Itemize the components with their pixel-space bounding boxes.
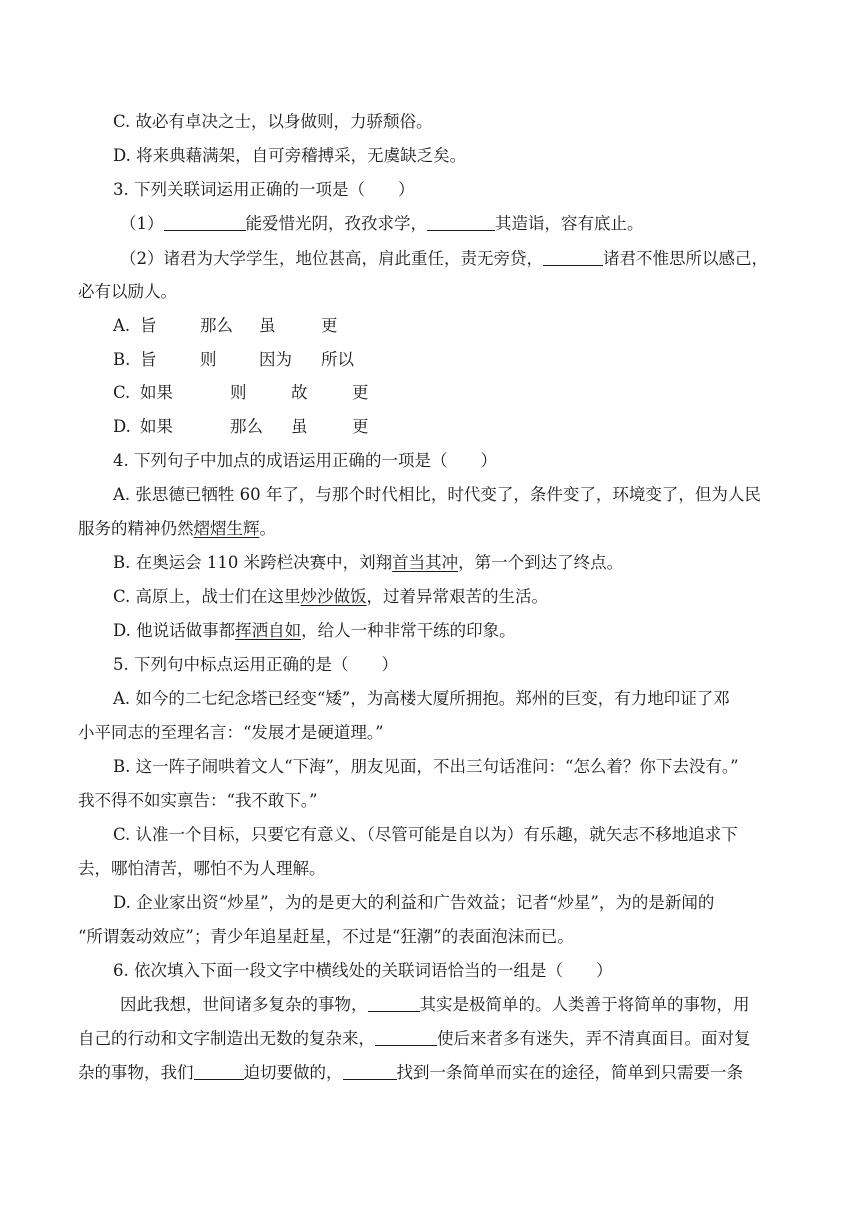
q3-option-d <box>113 417 825 437</box>
text: C. 高原上，战士们在这里 <box>113 587 301 606</box>
answer-blank <box>368 995 420 1012</box>
q4-option-b <box>113 553 825 573</box>
q5-option-b-line1: B. 这一阵子闹哄着文人“下海”，朋友见面，不出三句话准问：“怎么着？你下去没有。” <box>113 757 739 776</box>
q5-option-a-line1: A. 如今的二七纪念塔已经变“矮”，为高楼大厦所拥抱。郑州的巨变，有力地印证了邓 <box>113 689 730 708</box>
q6-passage-line3 <box>78 1063 790 1083</box>
q5-option-b-line2: 我不得不如实禀告：“我不敢下。” <box>78 791 318 810</box>
q2-option-d: D. 将来典藉满架，自可旁稽搏采，无虞缺乏矣。 <box>113 146 467 165</box>
underlined-idiom: 首当其冲 <box>392 553 459 572</box>
q3-option-b <box>113 350 825 370</box>
q3-option-a <box>113 316 825 336</box>
underlined-idiom: 炒沙做饭 <box>300 587 367 606</box>
option-word: 因为 <box>259 350 292 369</box>
q4-option-a-line2 <box>78 519 790 539</box>
q3-s1-prefix: （1） <box>120 214 164 233</box>
answer-blank <box>543 249 603 266</box>
text: 其实是极简单的。人类善于将简单的事物，用 <box>419 995 750 1014</box>
option-letter: B. <box>113 350 131 369</box>
q3-s2-line1-end: 诸君不惟思所以感己， <box>603 249 768 268</box>
text: ，第一个到达了终点。 <box>458 553 624 572</box>
option-word: 则 <box>230 383 247 402</box>
q5-option-c-line2: 去，哪怕清苦，哪怕不为人理解。 <box>78 859 326 878</box>
option-word: 更 <box>352 383 369 402</box>
q3-s1-mid: 能爱惜光阴，孜孜求学， <box>245 214 427 233</box>
option-word: 旨 <box>140 316 157 335</box>
option-word: 那么 <box>200 316 233 335</box>
text: D. 他说话做事都 <box>113 621 236 640</box>
q2-option-c: C. 故必有卓决之士，以身做则，力骄颓俗。 <box>113 112 433 131</box>
option-letter: C. <box>113 383 131 402</box>
option-word: 则 <box>200 350 217 369</box>
option-word: 旨 <box>140 350 157 369</box>
text: 杂的事物，我们 <box>78 1063 194 1082</box>
q3-sentence-1 <box>120 214 832 234</box>
q3-option-c <box>113 383 825 403</box>
text: 使后来者多有迷失，弄不清真面目。面对复 <box>437 1029 751 1048</box>
option-word: 那么 <box>230 417 263 436</box>
option-word: 如果 <box>140 417 173 436</box>
q4-option-d <box>113 621 825 641</box>
text: 服务的精神仍然 <box>78 519 194 538</box>
option-letter: D. <box>113 417 131 436</box>
text: 自己的行动和文字制造出无数的复杂来， <box>78 1029 375 1048</box>
answer-blank <box>164 214 246 231</box>
answer-blank <box>343 1063 397 1080</box>
q3-stem: 3. 下列关联词运用正确的一项是（ ） <box>113 180 415 199</box>
option-letter: A. <box>113 316 131 335</box>
option-word: 虽 <box>259 316 276 335</box>
q4-stem: 4. 下列句子中加点的成语运用正确的一项是（ ） <box>113 451 497 470</box>
underlined-idiom: 熠熠生辉 <box>193 519 260 538</box>
q4-option-a-line1: A. 张思德已牺牲 60 年了，与那个时代相比，时代变了，条件变了，环境变了，但为人民 <box>113 485 761 504</box>
q6-passage-line2 <box>78 1029 790 1049</box>
text: ，给人一种非常干练的印象。 <box>301 621 516 640</box>
answer-blank <box>194 1063 244 1080</box>
q3-sentence-2 <box>120 249 832 269</box>
text: 。 <box>259 519 276 538</box>
option-word: 如果 <box>140 383 173 402</box>
q5-option-d-line1: D. 企业家出资“炒星”，为的是更大的利益和广告效益；记者“炒星”，为的是新闻的 <box>113 893 715 912</box>
text: ，过着异常艰苦的生活。 <box>366 587 549 606</box>
answer-blank <box>375 1029 437 1046</box>
q3-s1-end: 其造诣，容有底止。 <box>495 214 644 233</box>
answer-blank <box>427 214 495 231</box>
q6-passage-line1 <box>120 995 832 1015</box>
q3-s2-line1: （2）诸君为大学学生，地位甚高，肩此重任，责无旁贷， <box>120 249 543 268</box>
option-word: 所以 <box>321 350 354 369</box>
q5-option-d-line2: “所谓轰动效应”；青少年追星赶星，不过是“狂潮”的表面泡沫而已。 <box>78 927 574 946</box>
option-word: 故 <box>291 383 308 402</box>
q5-stem: 5. 下列句中标点运用正确的是（ ） <box>113 655 398 674</box>
q4-option-c <box>113 587 825 607</box>
q5-option-c-line1: C. 认准一个目标，只要它有意义、（尽管可能是自以为）有乐趣，就矢志不移地追求下 <box>113 825 738 844</box>
q3-sentence-2-cont: 必有以励人。 <box>78 282 177 301</box>
option-word: 虽 <box>291 417 308 436</box>
q6-stem: 6. 依次填入下面一段文字中横线处的关联词语恰当的一组是（ ） <box>113 961 613 980</box>
text: B. 在奥运会 110 米跨栏决赛中，刘翔 <box>113 553 393 572</box>
q5-option-a-line2: 小平同志的至理名言：“发展才是硬道理。” <box>78 723 384 742</box>
text: 因此我想，世间诸多复杂的事物， <box>120 995 368 1014</box>
underlined-idiom: 挥洒自如 <box>235 621 302 640</box>
text: 找到一条简单而实在的途径，简单到只需要一条 <box>396 1063 743 1082</box>
option-word: 更 <box>321 316 338 335</box>
text: 迫切要做的， <box>243 1063 343 1082</box>
option-word: 更 <box>352 417 369 436</box>
